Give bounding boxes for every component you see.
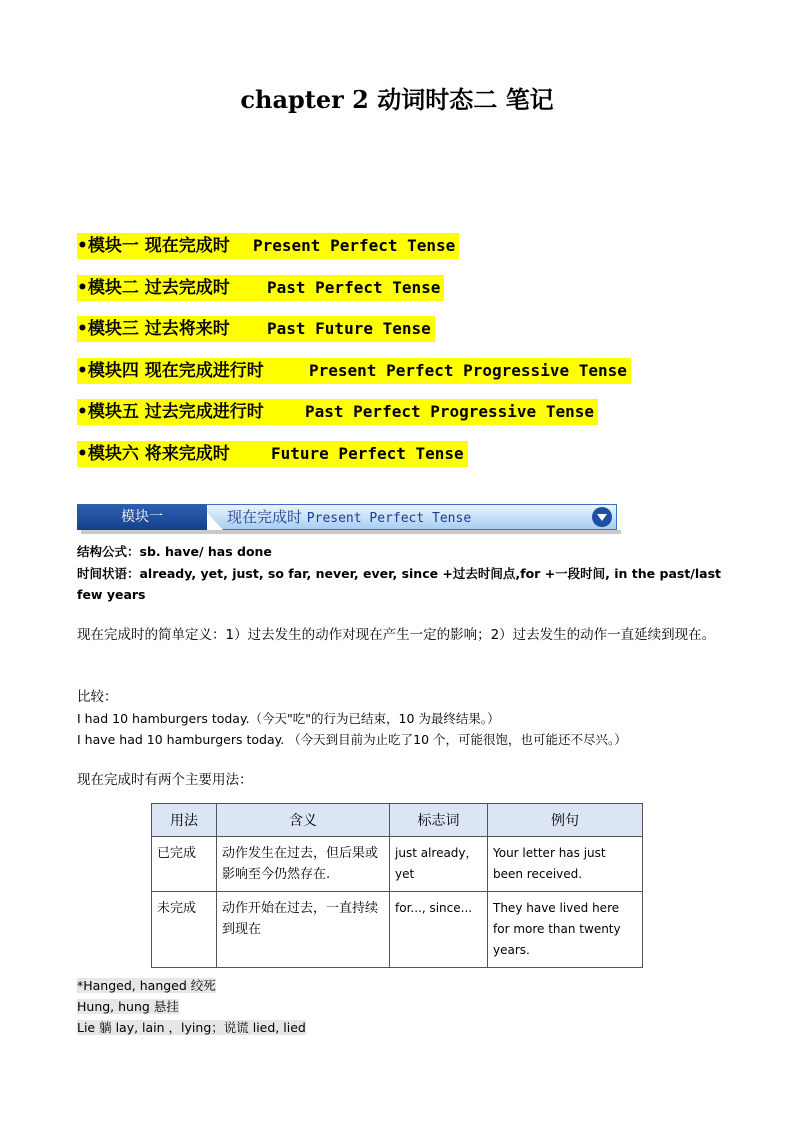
module-item-3: •模块三 过去将来时 Past Future Tense <box>77 316 435 342</box>
table-header-row <box>152 804 643 837</box>
table-cell: 已完成 <box>152 837 217 892</box>
compare-2: I have had 10 hamburgers today. （今天到目前为止吃了10 个，可能很饱，也可能还不尽兴。） <box>77 732 627 747</box>
table-header: 用法 <box>152 804 217 837</box>
definition: 现在完成时的简单定义：1）过去发生的动作对现在产生一定的影响；2）过去发生的动作一直延续到现在。 <box>77 627 716 643</box>
note-1: *Hanged, hanged 绞死 <box>77 978 216 993</box>
table-cell: 动作发生在过去，但后果或影响至今仍然存在. <box>217 837 390 892</box>
banner-shadow <box>81 530 621 534</box>
table-header: 标志词 <box>390 804 488 837</box>
formula: 结构公式：sb. have/ has done <box>77 544 272 559</box>
table-cell: 未完成 <box>152 892 217 968</box>
usage-table <box>151 803 643 968</box>
table-row <box>152 837 643 892</box>
module-item-4: •模块四 现在完成进行时 Present Perfect Progressive Tense <box>77 358 631 384</box>
module-item-5: •模块五 过去完成进行时 Past Perfect Progressive Tense <box>77 399 598 425</box>
compare-1: I had 10 hamburgers today.（今天"吃"的行为已结束，10 为最终结果。） <box>77 711 500 726</box>
module-banner <box>77 504 617 532</box>
table-cell: They have lived here for more than twenty years. <box>488 892 643 968</box>
note-3: Lie 躺 lay, lain ，lying；说谎 lied, lied <box>77 1020 306 1035</box>
usage-intro: 现在完成时有两个主要用法： <box>77 772 253 788</box>
module-item-1: •模块一 现在完成时 Present Perfect Tense <box>77 233 459 259</box>
table-cell: just already，yet <box>390 837 488 892</box>
table-row <box>152 892 643 968</box>
table-header: 例句 <box>488 804 643 837</box>
time-adverbial: 时间状语：already, yet, just, so far, never, ever, since +过去时间点,for +一段时间, in the past/last few years <box>77 566 722 602</box>
table-cell: Your letter has just been received. <box>488 837 643 892</box>
page-title: chapter 2 动词时态二 笔记 <box>240 85 554 114</box>
banner-tag: 模块一 <box>77 504 207 530</box>
module-item-6: •模块六 将来完成时 Future Perfect Tense <box>77 441 468 467</box>
module-item-2: •模块二 过去完成时 Past Perfect Tense <box>77 275 444 301</box>
table-cell: for..., since... <box>390 892 488 968</box>
compare-label: 比较： <box>77 689 118 705</box>
table-header: 含义 <box>217 804 390 837</box>
banner-title: 现在完成时 Present Perfect Tense <box>227 508 472 526</box>
note-2: Hung, hung 悬挂 <box>77 999 179 1014</box>
table-cell: 动作开始在过去，一直持续到现在 <box>217 892 390 968</box>
chevron-down-icon[interactable] <box>592 507 612 527</box>
